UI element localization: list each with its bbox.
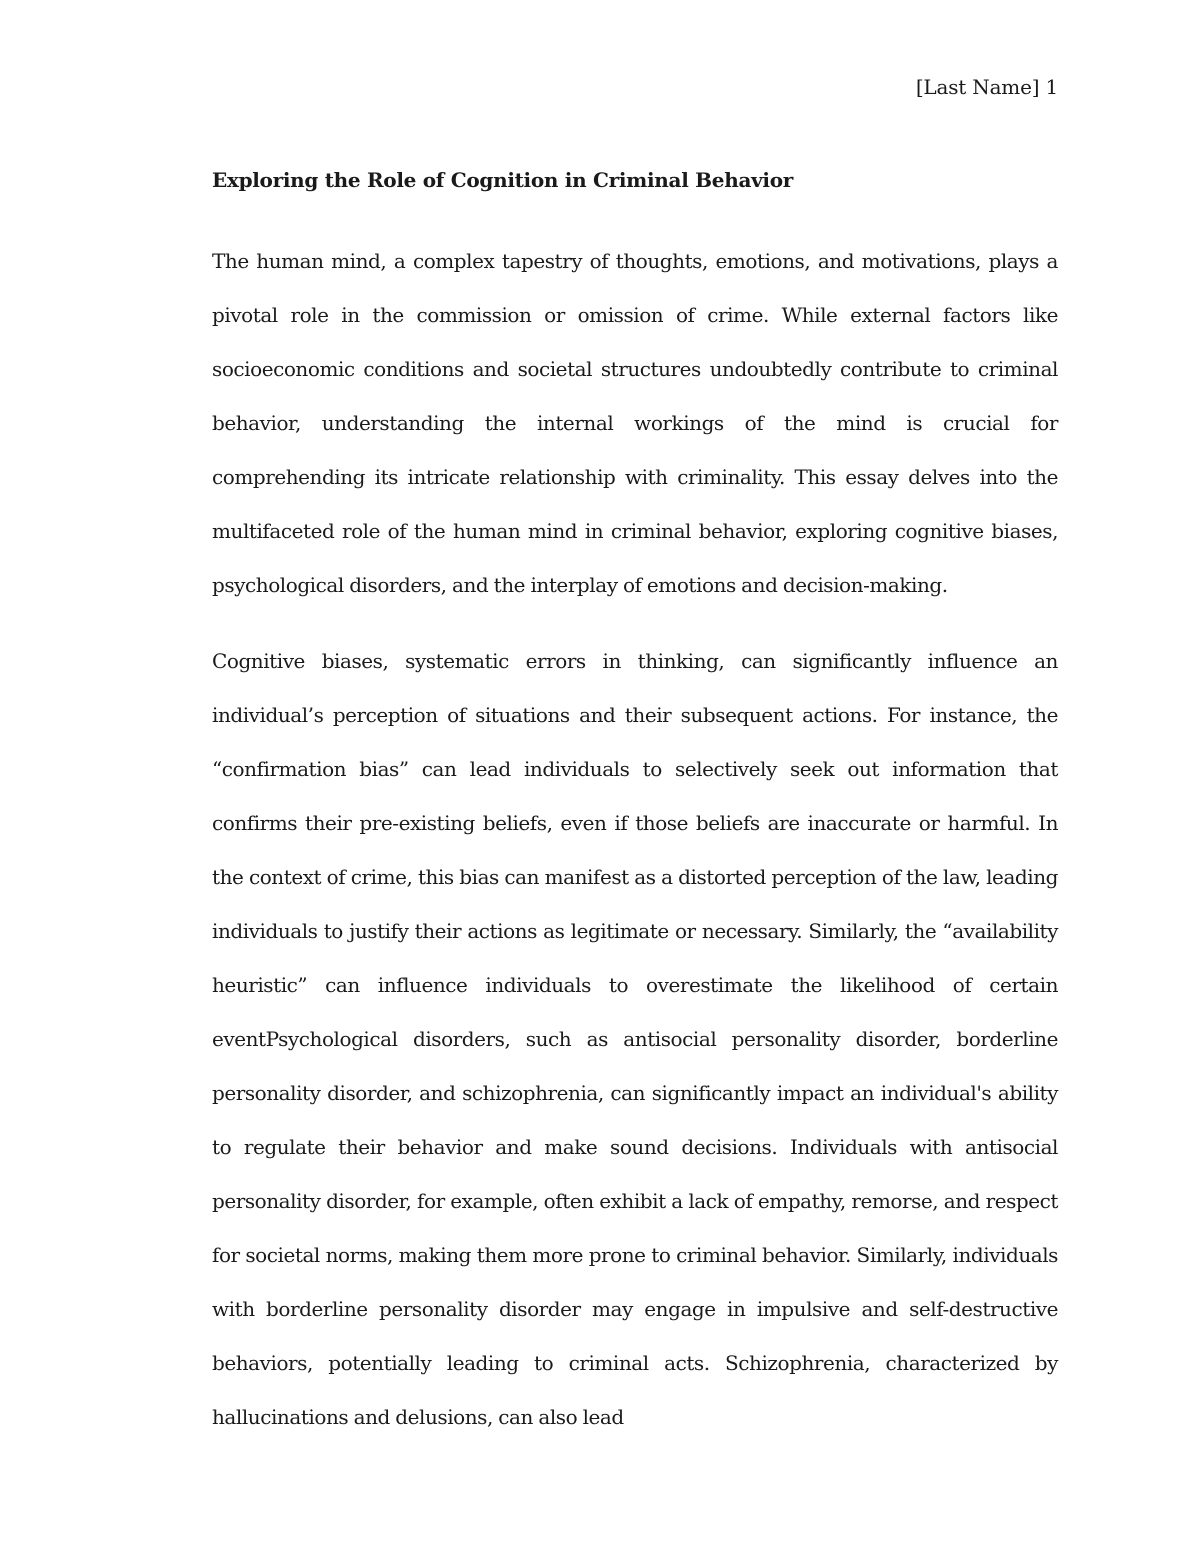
essay-title: Exploring the Role of Cognition in Criminal Behavior xyxy=(212,168,793,192)
paragraph-cognitive-biases: Cognitive biases, systematic errors in thinking, can significantly influence an individual’s perception of situations and their subsequent actions. For instance, the “confirmation bias” can lead individuals to selectively seek out information that confirms their pre-existing beliefs, even if those beliefs are inaccurate or harmful. In the context of crime, this bias can manifest as a distorted perception of the law, leading individuals to justify their actions as legitimate or necessary. Similarly, the “availability heuristic” can influence individuals to overestimate the likelihood of certain eventPsychological disorders, such as antisocial personality disorder, borderline personality disorder, and schizophrenia, can significantly impact an individual's ability to regulate their behavior and make sound decisions. Individuals with antisocial personality disorder, for example, often exhibit a lack of empathy, remorse, and respect for societal norms, making them more prone to criminal behavior. Similarly, individuals with borderline personality disorder may engage in impulsive and self-destructive behaviors, potentially leading to criminal acts. Schizophrenia, characterized by hallucinations and delusions, can also lead xyxy=(212,649,1058,1429)
paragraph-intro: The human mind, a complex tapestry of thoughts, emotions, and motivations, plays a pivotal role in the commission or omission of crime. While external factors like socioeconomic conditions and societal structures undoubtedly contribute to criminal behavior, understanding the internal workings of the mind is crucial for comprehending its intricate relationship with criminality. This essay delves into the multifaceted role of the human mind in criminal behavior, exploring cognitive biases, psychological disorders, and the interplay of emotions and decision-making. xyxy=(212,249,1058,597)
running-head: [Last Name] 1 xyxy=(915,75,1058,99)
document-body xyxy=(212,164,1058,1466)
